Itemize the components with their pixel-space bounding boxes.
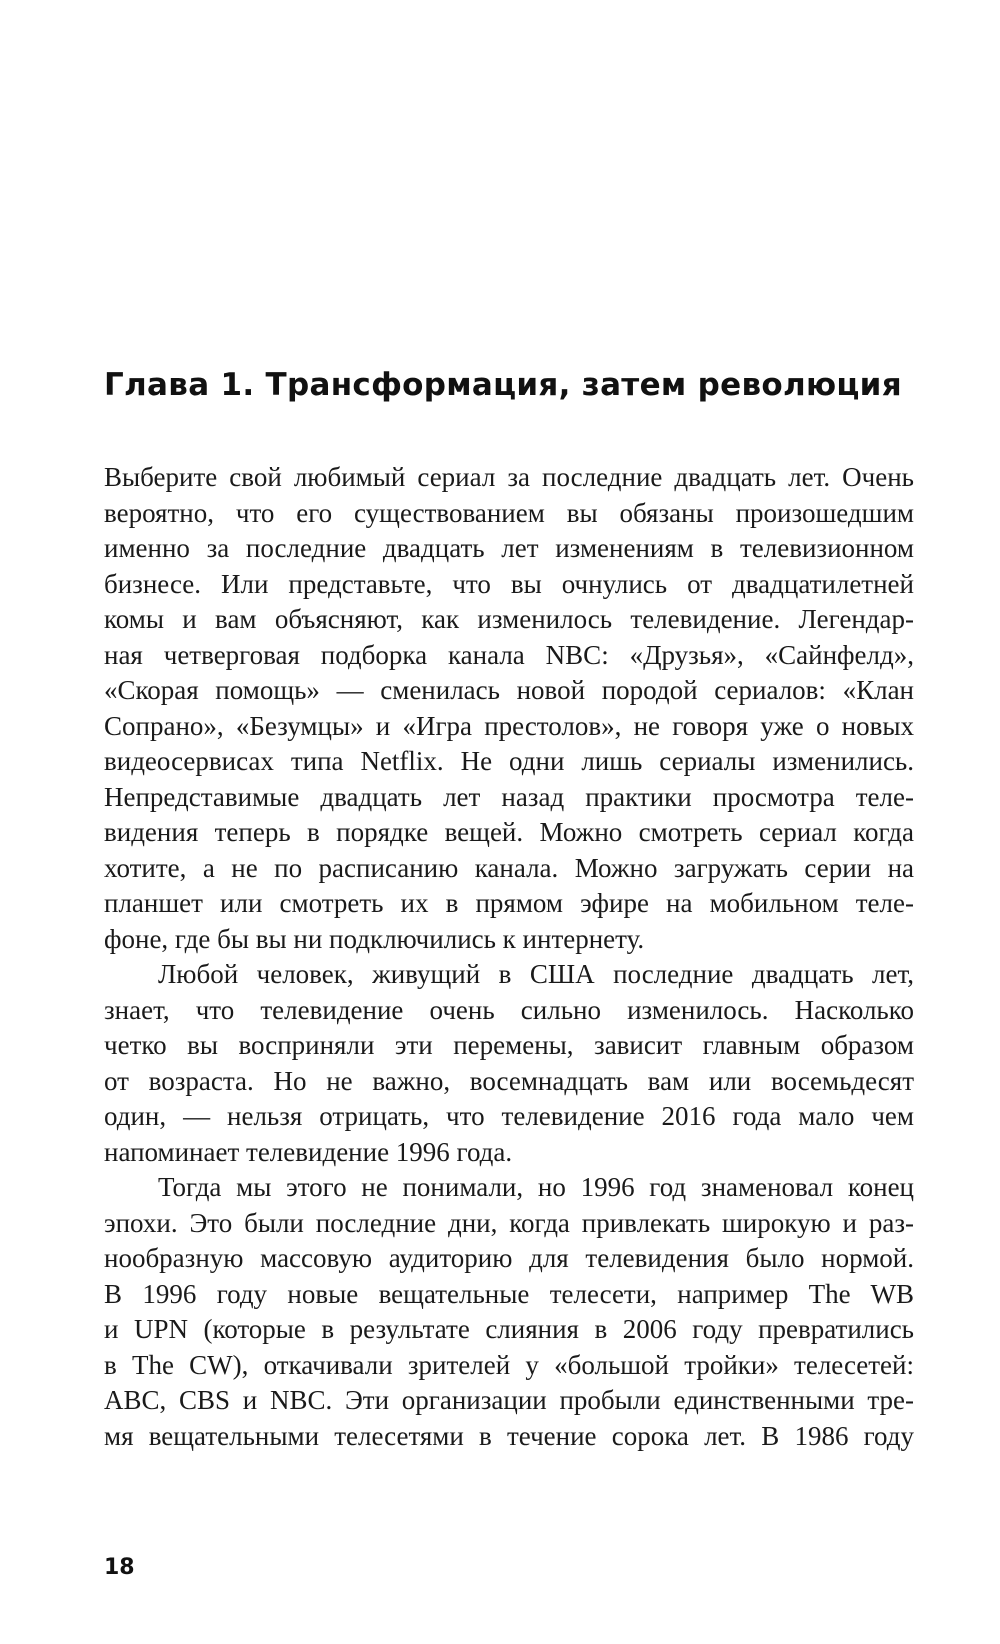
text-line: комы и вам объясняют, как изменилось телевидение. Легендар- bbox=[104, 604, 914, 634]
text-line: напоминает телевидение 1996 года. bbox=[104, 1136, 513, 1167]
text-line: Любой человек, живущий в США последние двадцать лет, bbox=[158, 959, 914, 989]
text-line: В 1996 году новые вещательные телесети, например The WB bbox=[104, 1278, 914, 1309]
text-line: именно за последние двадцать лет изменениям в телевизионном bbox=[104, 533, 914, 563]
text-line: знает, что телевидение очень сильно изменилось. Насколько bbox=[104, 994, 914, 1025]
chapter-title: Глава 1. Трансформация, затем революция bbox=[104, 367, 902, 403]
text-line: бизнесе. Или представьте, что вы очнулись от двадцатилетней bbox=[104, 568, 914, 599]
text-line: ная четверговая подборка канала NBC: «Друзья», «Сайнфелд», bbox=[104, 639, 914, 670]
paragraph-3 bbox=[104, 1170, 914, 1454]
text-line: эпохи. Это были последние дни, когда привлекать широкую и раз- bbox=[104, 1207, 914, 1238]
text-line: один, — нельзя отрицать, что телевидение 2016 года мало чем bbox=[104, 1101, 914, 1131]
text-line: в The CW), откачивали зрителей у «большой тройки» телесетей: bbox=[104, 1349, 914, 1380]
text-line: четко вы восприняли эти перемены, зависит главным образом bbox=[104, 1030, 914, 1060]
text-line: Сопрано», «Безумцы» и «Игра престолов», не говоря уже о новых bbox=[104, 710, 914, 741]
text-line: видения теперь в порядке вещей. Можно смотреть сериал когда bbox=[104, 817, 914, 847]
text-line: мя вещательными телесетями в течение сорока лет. В 1986 году bbox=[104, 1420, 914, 1451]
text-line: ABC, CBS и NBC. Эти организации пробыли единственными тре- bbox=[104, 1385, 914, 1415]
text-line: «Скорая помощь» — сменилась новой породой сериалов: «Клан bbox=[104, 675, 914, 705]
paragraph-2 bbox=[104, 957, 914, 1170]
text-line: Выберите свой любимый сериал за последние двадцать лет. Очень bbox=[104, 462, 914, 492]
text-line: от возраста. Но не важно, восемнадцать вам или восемьдесят bbox=[104, 1065, 914, 1096]
text-line: нообразную массовую аудиторию для телевидения было нормой. bbox=[104, 1243, 914, 1273]
text-line: вероятно, что его существованием вы обязаны произошедшим bbox=[104, 497, 914, 528]
page-number: 18 bbox=[104, 1555, 135, 1580]
paragraph-1 bbox=[104, 460, 914, 957]
text-line: фоне, где бы вы ни подключились к интернету. bbox=[104, 923, 645, 954]
text-line: Непредставимые двадцать лет назад практики просмотра теле- bbox=[104, 781, 914, 812]
text-line: планшет или смотреть их в прямом эфире на мобильном теле- bbox=[104, 888, 914, 918]
text-line: и UPN (которые в результате слияния в 2006 году превратились bbox=[104, 1314, 914, 1344]
text-line: Тогда мы этого не понимали, но 1996 год знаменовал конец bbox=[158, 1172, 914, 1202]
text-line: хотите, а не по расписанию канала. Можно загружать серии на bbox=[104, 852, 914, 883]
text-line: видеосервисах типа Netflix. Не одни лишь сериалы изменились. bbox=[104, 746, 914, 776]
body-text bbox=[104, 460, 914, 1454]
